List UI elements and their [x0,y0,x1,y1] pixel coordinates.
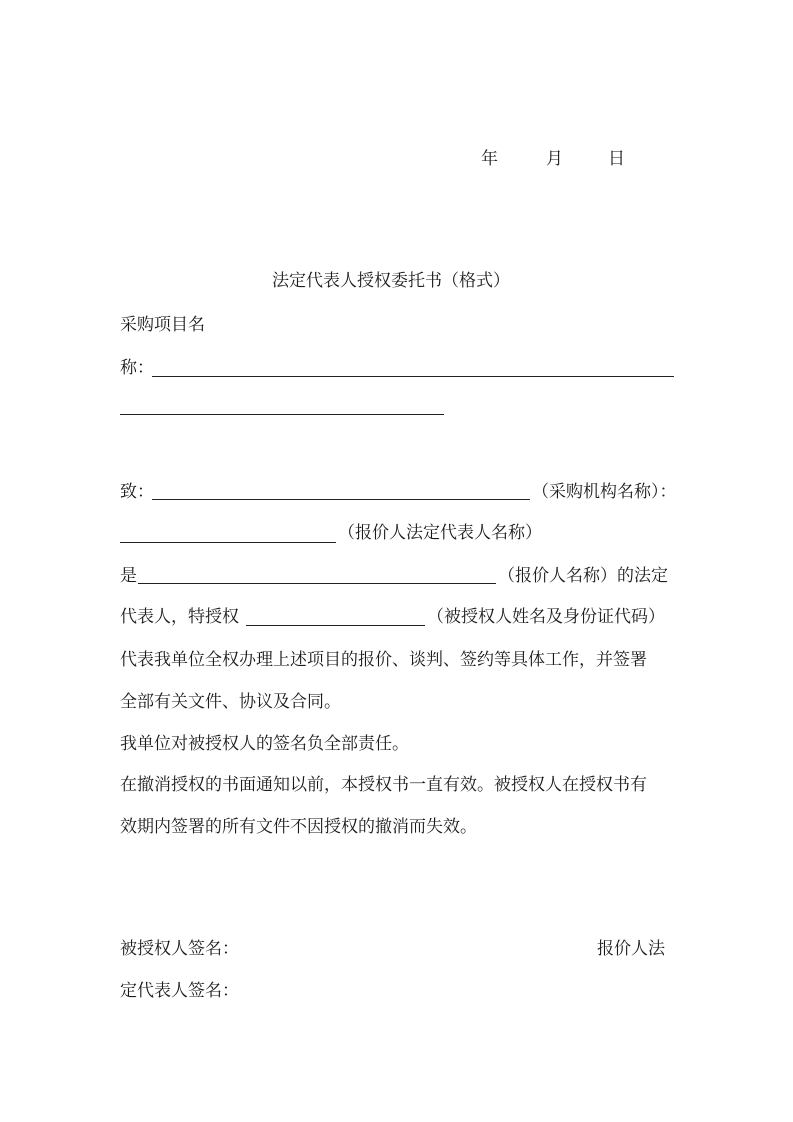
bidder-prefix: 是 [120,566,137,586]
agency-name-field[interactable] [152,499,530,500]
legal-rep-signature-label-part2: 定代表人签名： [120,981,239,1001]
authorize-suffix: （被授权人姓名及身份证代码） [427,607,665,627]
project-name-label-part2: 称： [120,358,154,378]
bidder-suffix: （报价人名称）的法定 [498,566,668,586]
agency-name-suffix: （采购机构名称）： [532,482,677,502]
authorize-prefix: 代表人，特授权 [120,607,239,627]
project-name-field[interactable] [152,376,674,377]
date-month-label: 月 [546,149,563,169]
project-name-label-part1: 采购项目名 [120,315,205,335]
body-line-3: 我单位对被授权人的签名负全部责任。 [120,734,409,754]
legal-rep-name-suffix: （报价人法定代表人名称） [338,523,542,543]
bidder-name-field[interactable] [138,583,496,584]
to-label: 致： [120,482,154,502]
authorized-person-field[interactable] [246,625,425,626]
document-title: 法定代表人授权委托书（格式） [272,271,510,291]
body-line-1: 代表我单位全权办理上述项目的报价、谈判、签约等具体工作，并签署 [120,650,647,670]
date-year-label: 年 [481,149,498,169]
legal-rep-name-field[interactable] [120,542,336,543]
authorized-signature-label: 被授权人签名： [120,939,239,959]
body-line-4: 在撤消授权的书面通知以前，本授权书一直有效。被授权人在授权书有 [120,775,647,795]
body-line-2: 全部有关文件、协议及合同。 [120,692,341,712]
date-day-label: 日 [608,149,625,169]
project-name-field-continued[interactable] [120,414,444,415]
body-line-5: 效期内签署的所有文件不因授权的撤消而失效。 [120,817,477,837]
legal-rep-signature-label-part1: 报价人法 [597,939,665,959]
